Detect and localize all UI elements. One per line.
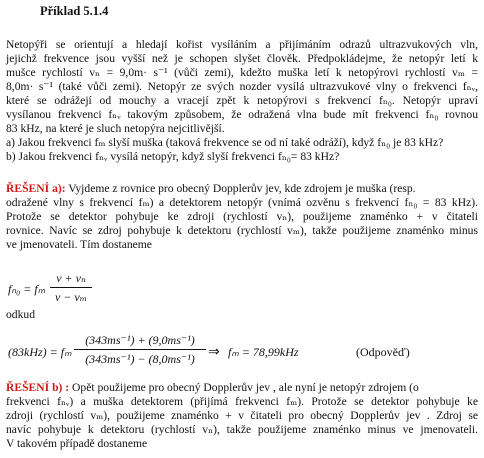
equation-2-lhs: (83kHz) = fₘ [8, 345, 72, 359]
solution-b-line: navíc pohybuje k detektoru (rychlostí vₙ), takže použijeme znaménko minus ve jmenovateli. [6, 423, 478, 436]
solution-b-text: Opět použijeme pro obecný Dopplerův jev , ale nyní je netopýr zdrojem (o [72, 381, 419, 394]
solution-b-first-line [6, 381, 478, 395]
answer-label: (Odpověď) [356, 345, 410, 359]
question-a: a) Jakou frekvenci fₘ slyší muška (taková frekvence se od ní také odráží), když fₙ₀ je 83 kHz? [6, 136, 444, 149]
problem-line: 8,0m· s⁻¹ (také vůči zemi). Netopýr ze svých nozder vysílá ultrazvukové vlny o frekvenci fₙᵥ, [6, 80, 478, 93]
equation-1-lhs: fₙ₀ = fₘ [8, 282, 46, 296]
equation-2-denominator: (343ms⁻¹) − (8,0ms⁻¹) [85, 352, 195, 366]
implies-arrow: ⇒ [208, 345, 220, 360]
solution-a-first-line [6, 182, 478, 196]
equation-2-fraction-bar [74, 349, 206, 350]
problem-line: mušce rychlostí vₙ = 9,0m· s⁻¹ (vůči zemi), kdežto muška letí k netopýrovi rychlostí vₘ = [6, 66, 478, 79]
solution-a-line: ve jmenovateli. Tím dostaneme [6, 238, 152, 251]
question-b: b) Jakou frekvenci fₙᵥ vysílá netopýr, když slyší frekvenci fₙ₀= 83 kHz? [6, 150, 340, 163]
example-title: Příklad 5.1.4 [40, 4, 109, 18]
solution-a-line: rovnice. Navíc se zdroj pohybuje k detektoru (rychlostí vₘ), takže použijeme znaménko minus [6, 224, 478, 237]
equation-2-result: fₘ = 78,99kHz [228, 345, 299, 359]
equation-1-fraction-bar [50, 287, 92, 288]
solution-a-line: Protože se detektor pohybuje ke zdroji (rychlostí vₙ), použijeme znaménko + v čitateli [6, 210, 478, 223]
problem-line: jejichž frekvence jsou vyšší než je schopen slyšet člověk. Předpokládejme, že netopýr letí k [6, 52, 478, 65]
solution-a-label: ŘEŠENÍ a): [6, 182, 66, 195]
equation-2-numerator: (343ms⁻¹) + (9,0ms⁻¹) [85, 333, 195, 347]
problem-line: 83 kHz, na které je sluch netopýra nejcitlivější. [6, 122, 225, 135]
solution-b-label: ŘEŠENÍ b) : [6, 381, 70, 394]
solution-b-line: V takovém případě dostaneme [6, 437, 148, 450]
solution-b-line: frekvenci fₙᵥ) a muška detektorem (přijímá frekvenci fₘ). Protože se detektor pohybuje ke [6, 395, 478, 408]
problem-line: které se odrážejí od mouchy a vracejí zpět k netopýrovi s frekvencí fₙ₀. Netopýr upraví [6, 94, 478, 107]
equation-1-denominator: v − vₘ [54, 290, 88, 304]
odkud-text: odkud [6, 308, 35, 321]
equation-1-numerator: v + vₙ [56, 271, 86, 285]
solution-a-text: Vyjdeme z rovnice pro obecný Dopplerův jev, kde zdrojem je muška (resp. [68, 182, 416, 195]
solution-b-line: zdroji (rychlostí vₘ), použijeme znaménko + v čitateli pro obecný Dopplerův jev . Zdroj se [6, 409, 478, 422]
problem-line: Netopýři se orientují a hledají kořist vysíláním a přijímáním odrazů ultrazvukových vln, [6, 38, 478, 51]
solution-a-line: odražené vlny s frekvencí fₘ) a detektorem netopýr (vnímá ozvěnu s frekvencí fₙ₀ = 83 kHz). [6, 196, 478, 209]
problem-line: vysílanou frekvenci fₙᵥ takovým způsobem, že odražená vlna bude mít frekvenci fₙ₀ rovnou [6, 108, 478, 121]
